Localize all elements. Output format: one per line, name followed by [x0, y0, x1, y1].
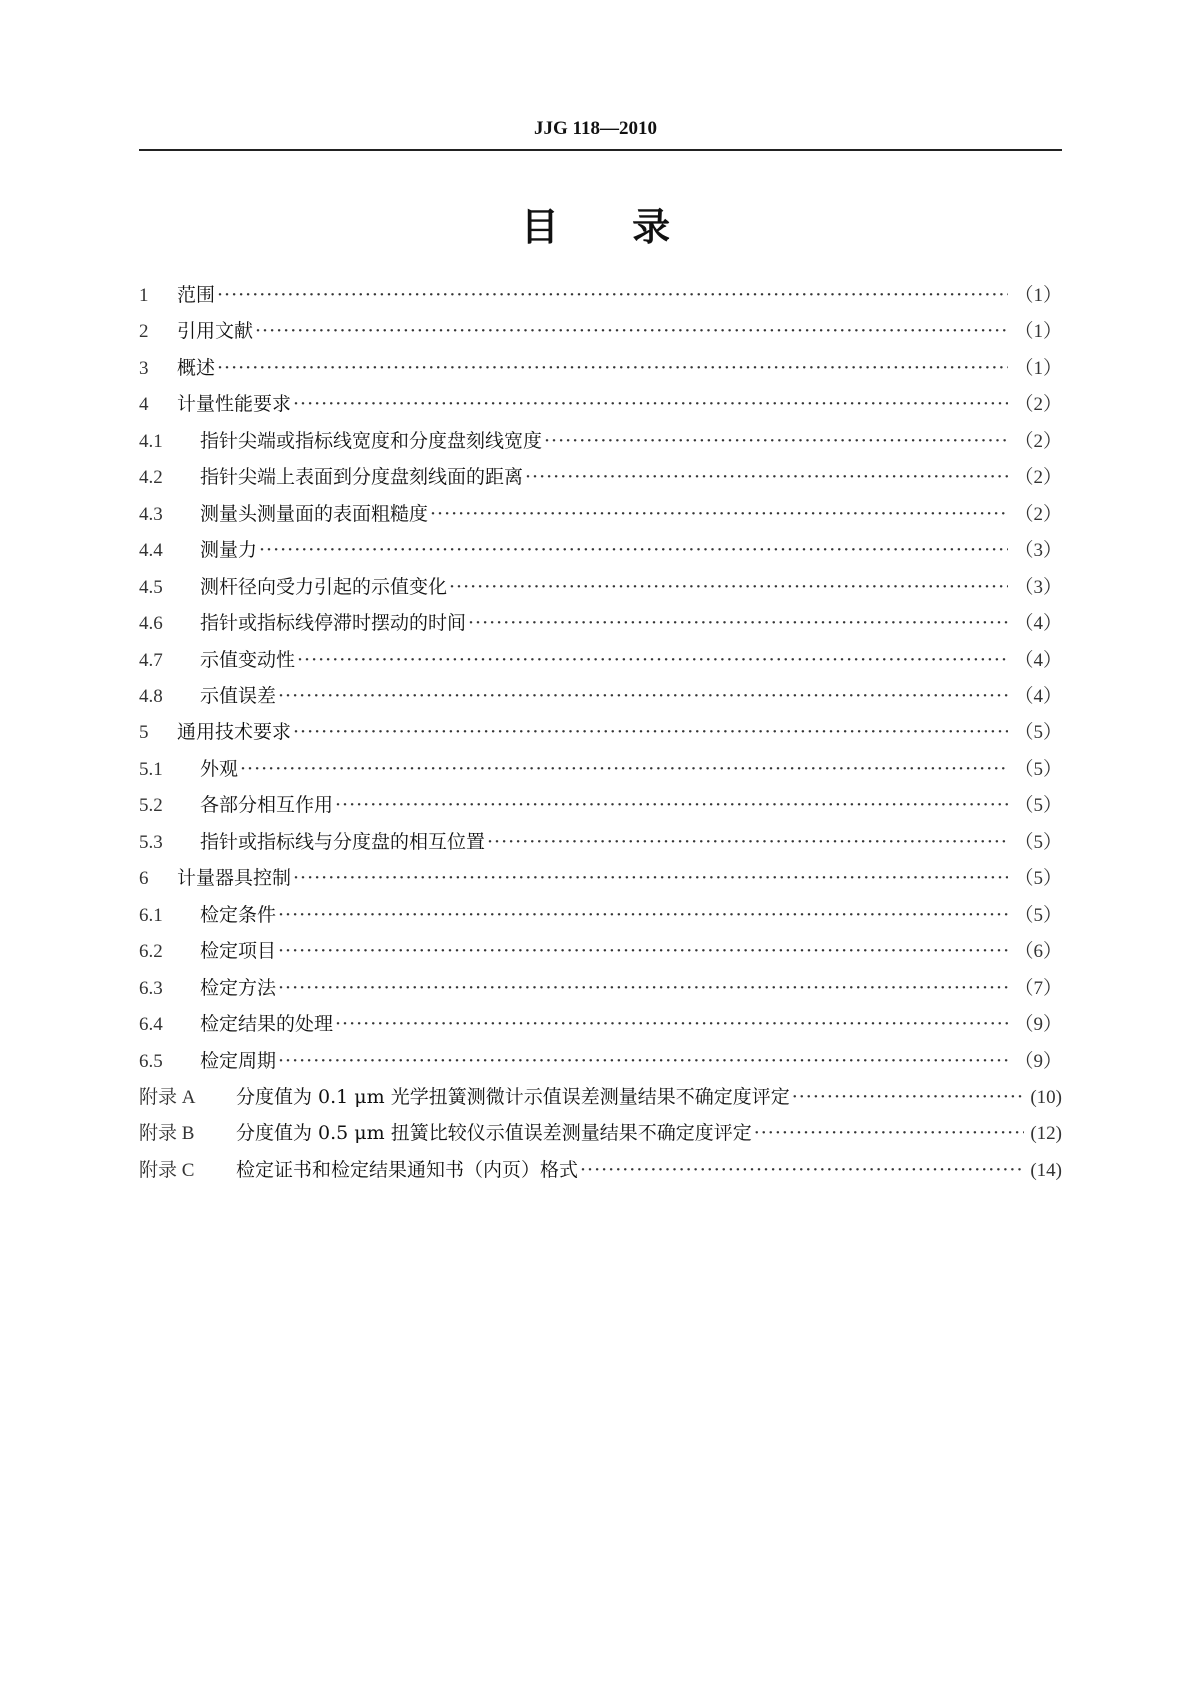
toc-entry-title: 分度值为 0.5 μm 扭簧比较仪示值误差测量结果不确定度评定	[236, 1122, 752, 1145]
dot-leader	[487, 831, 1008, 853]
title-char: 目	[520, 205, 559, 249]
toc-entry-title: 检定周期	[200, 1049, 277, 1072]
dot-leader	[278, 977, 1008, 999]
toc-entry[interactable]	[139, 936, 1062, 972]
toc-entry-title: 概述	[177, 356, 216, 379]
toc-entry[interactable]	[139, 316, 1062, 352]
toc-entry-page: （5）	[1014, 868, 1062, 890]
toc-entry-number: 4.6	[139, 613, 163, 635]
toc-entry-number: 2	[139, 321, 149, 343]
toc-entry-number: 4.7	[139, 649, 163, 671]
toc-entry[interactable]	[139, 790, 1062, 826]
dot-leader	[240, 758, 1008, 780]
toc-entry-title: 检定方法	[200, 976, 277, 999]
toc-entry[interactable]	[139, 499, 1062, 535]
toc-entry-title: 范围	[177, 284, 216, 306]
toc-entry[interactable]	[139, 681, 1062, 717]
toc-entry[interactable]	[139, 572, 1062, 608]
toc-entry-number: 4.1	[139, 430, 163, 452]
toc-entry-number: 4.4	[139, 540, 163, 562]
toc-entry-title: 外观	[200, 757, 239, 780]
toc-entry-page: （6）	[1014, 941, 1062, 963]
toc-entry[interactable]	[139, 426, 1062, 462]
toc-entry-page: (10)	[1030, 1086, 1062, 1108]
toc-entry[interactable]	[139, 535, 1062, 571]
toc-entry-number: 4.5	[139, 576, 163, 598]
toc-entry-title: 各部分相互作用	[200, 794, 334, 817]
dot-leader	[468, 612, 1008, 634]
toc-entry[interactable]	[139, 1046, 1062, 1082]
toc-entry-number: 4.8	[139, 685, 163, 707]
toc-entry[interactable]	[139, 973, 1062, 1009]
toc-entry[interactable]	[139, 389, 1062, 425]
toc-entry-title: 指针或指标线停滞时摆动的时间	[200, 612, 467, 635]
dot-leader	[430, 503, 1008, 525]
toc-entry[interactable]	[139, 645, 1062, 681]
toc-entry-page: （3）	[1014, 576, 1062, 598]
toc-entry-page: （4）	[1014, 613, 1062, 635]
title-char: 录	[632, 205, 671, 249]
toc-entry-number: 5	[139, 722, 149, 744]
dot-leader	[217, 284, 1008, 306]
toc-entry[interactable]	[139, 462, 1062, 498]
dot-leader	[525, 466, 1008, 488]
toc-entry[interactable]	[139, 280, 1062, 316]
dot-leader	[297, 649, 1008, 671]
toc-entry-title: 通用技术要求	[177, 721, 292, 744]
toc-entry-title: 指针尖端或指标线宽度和分度盘刻线宽度	[200, 429, 543, 452]
dot-leader	[293, 393, 1008, 415]
toc-entry-number: 4	[139, 394, 149, 416]
toc-entry-number: 6.4	[139, 1014, 163, 1036]
toc-entry-title: 计量器具控制	[177, 867, 292, 890]
dot-leader	[754, 1122, 1025, 1144]
toc-entry-page: （2）	[1014, 503, 1062, 525]
toc-entry[interactable]	[139, 1009, 1062, 1045]
dot-leader	[335, 1013, 1008, 1035]
toc-entry-page: （9）	[1014, 1014, 1062, 1036]
dot-leader	[255, 320, 1008, 342]
toc-entry-number: 附录 B	[139, 1123, 195, 1145]
toc-entry-number: 3	[139, 357, 149, 379]
toc-entry-page: （1）	[1014, 321, 1062, 343]
toc-entry-page: （5）	[1014, 722, 1062, 744]
toc-entry-title: 测量头测量面的表面粗糙度	[200, 502, 429, 525]
toc-entry-title: 示值变动性	[200, 648, 296, 671]
dot-leader	[293, 867, 1008, 889]
toc-entry-title: 测杆径向受力引起的示值变化	[200, 575, 448, 598]
toc-entry-page: （5）	[1014, 795, 1062, 817]
header-rule	[139, 149, 1062, 151]
toc-entry[interactable]	[139, 900, 1062, 936]
dot-leader	[792, 1086, 1025, 1108]
toc-entry-number: 6.2	[139, 941, 163, 963]
toc-entry-page: （3）	[1014, 540, 1062, 562]
dot-leader	[544, 430, 1008, 452]
toc-entry[interactable]	[139, 608, 1062, 644]
toc-entry-title: 引用文献	[177, 320, 254, 343]
toc-entry-number: 附录 A	[139, 1086, 196, 1108]
dot-leader	[335, 794, 1008, 816]
toc-entry-title: 示值误差	[200, 684, 277, 707]
toc-entry[interactable]	[139, 1082, 1062, 1118]
toc-entry-title: 测量力	[200, 539, 258, 562]
toc-entry-number: 5.2	[139, 795, 163, 817]
toc-entry[interactable]	[139, 717, 1062, 753]
table-of-contents	[139, 280, 1062, 1191]
toc-entry-number: 5.1	[139, 758, 163, 780]
toc-entry-title: 计量性能要求	[177, 393, 292, 416]
toc-entry-title: 指针尖端上表面到分度盘刻线面的距离	[200, 466, 524, 489]
toc-entry-number: 4.3	[139, 503, 163, 525]
toc-entry-page: (12)	[1030, 1123, 1062, 1145]
toc-entry-page: （5）	[1014, 904, 1062, 926]
document-code-header: JJG 118—2010	[534, 118, 657, 139]
dot-leader	[278, 1050, 1008, 1072]
dot-leader	[278, 685, 1008, 707]
toc-entry-title: 检定证书和检定结果通知书（内页）格式	[236, 1158, 579, 1181]
dot-leader	[580, 1159, 1024, 1181]
toc-entry-page: （1）	[1014, 285, 1062, 306]
toc-entry-page: （2）	[1014, 430, 1062, 452]
toc-entry-page: （2）	[1014, 467, 1062, 489]
toc-entry-number: 6.3	[139, 977, 163, 999]
toc-entry[interactable]	[139, 863, 1062, 899]
dot-leader	[449, 576, 1008, 598]
toc-entry[interactable]	[139, 827, 1062, 863]
toc-entry-page: （5）	[1014, 831, 1062, 853]
page-title	[0, 196, 1191, 251]
toc-entry-title: 检定结果的处理	[200, 1013, 334, 1036]
toc-entry-number: 1	[139, 285, 149, 306]
toc-entry-title: 分度值为 0.1 μm 光学扭簧测微计示值误差测量结果不确定度评定	[236, 1085, 790, 1108]
dot-leader	[278, 940, 1008, 962]
toc-entry[interactable]	[139, 353, 1062, 389]
toc-entry[interactable]	[139, 1118, 1062, 1154]
toc-entry-title: 指针或指标线与分度盘的相互位置	[200, 830, 486, 853]
toc-entry-title: 检定项目	[200, 940, 277, 963]
toc-entry-page: (14)	[1030, 1159, 1062, 1181]
toc-entry-number: 附录 C	[139, 1159, 195, 1181]
toc-entry-page: （5）	[1014, 758, 1062, 780]
toc-entry-page: （4）	[1014, 685, 1062, 707]
toc-entry-page: （1）	[1014, 357, 1062, 379]
toc-entry-page: （4）	[1014, 649, 1062, 671]
toc-entry-title: 检定条件	[200, 903, 277, 926]
toc-entry-number: 6	[139, 868, 149, 890]
dot-leader	[293, 721, 1008, 743]
toc-entry-page: （2）	[1014, 394, 1062, 416]
toc-entry[interactable]	[139, 754, 1062, 790]
toc-entry-page: （9）	[1014, 1050, 1062, 1072]
toc-entry-page: （7）	[1014, 977, 1062, 999]
toc-entry-number: 5.3	[139, 831, 163, 853]
dot-leader	[278, 904, 1008, 926]
dot-leader	[259, 539, 1008, 561]
toc-entry-number: 6.1	[139, 904, 163, 926]
toc-entry-number: 4.2	[139, 467, 163, 489]
toc-entry[interactable]	[139, 1155, 1062, 1191]
toc-entry-number: 6.5	[139, 1050, 163, 1072]
dot-leader	[217, 357, 1008, 379]
